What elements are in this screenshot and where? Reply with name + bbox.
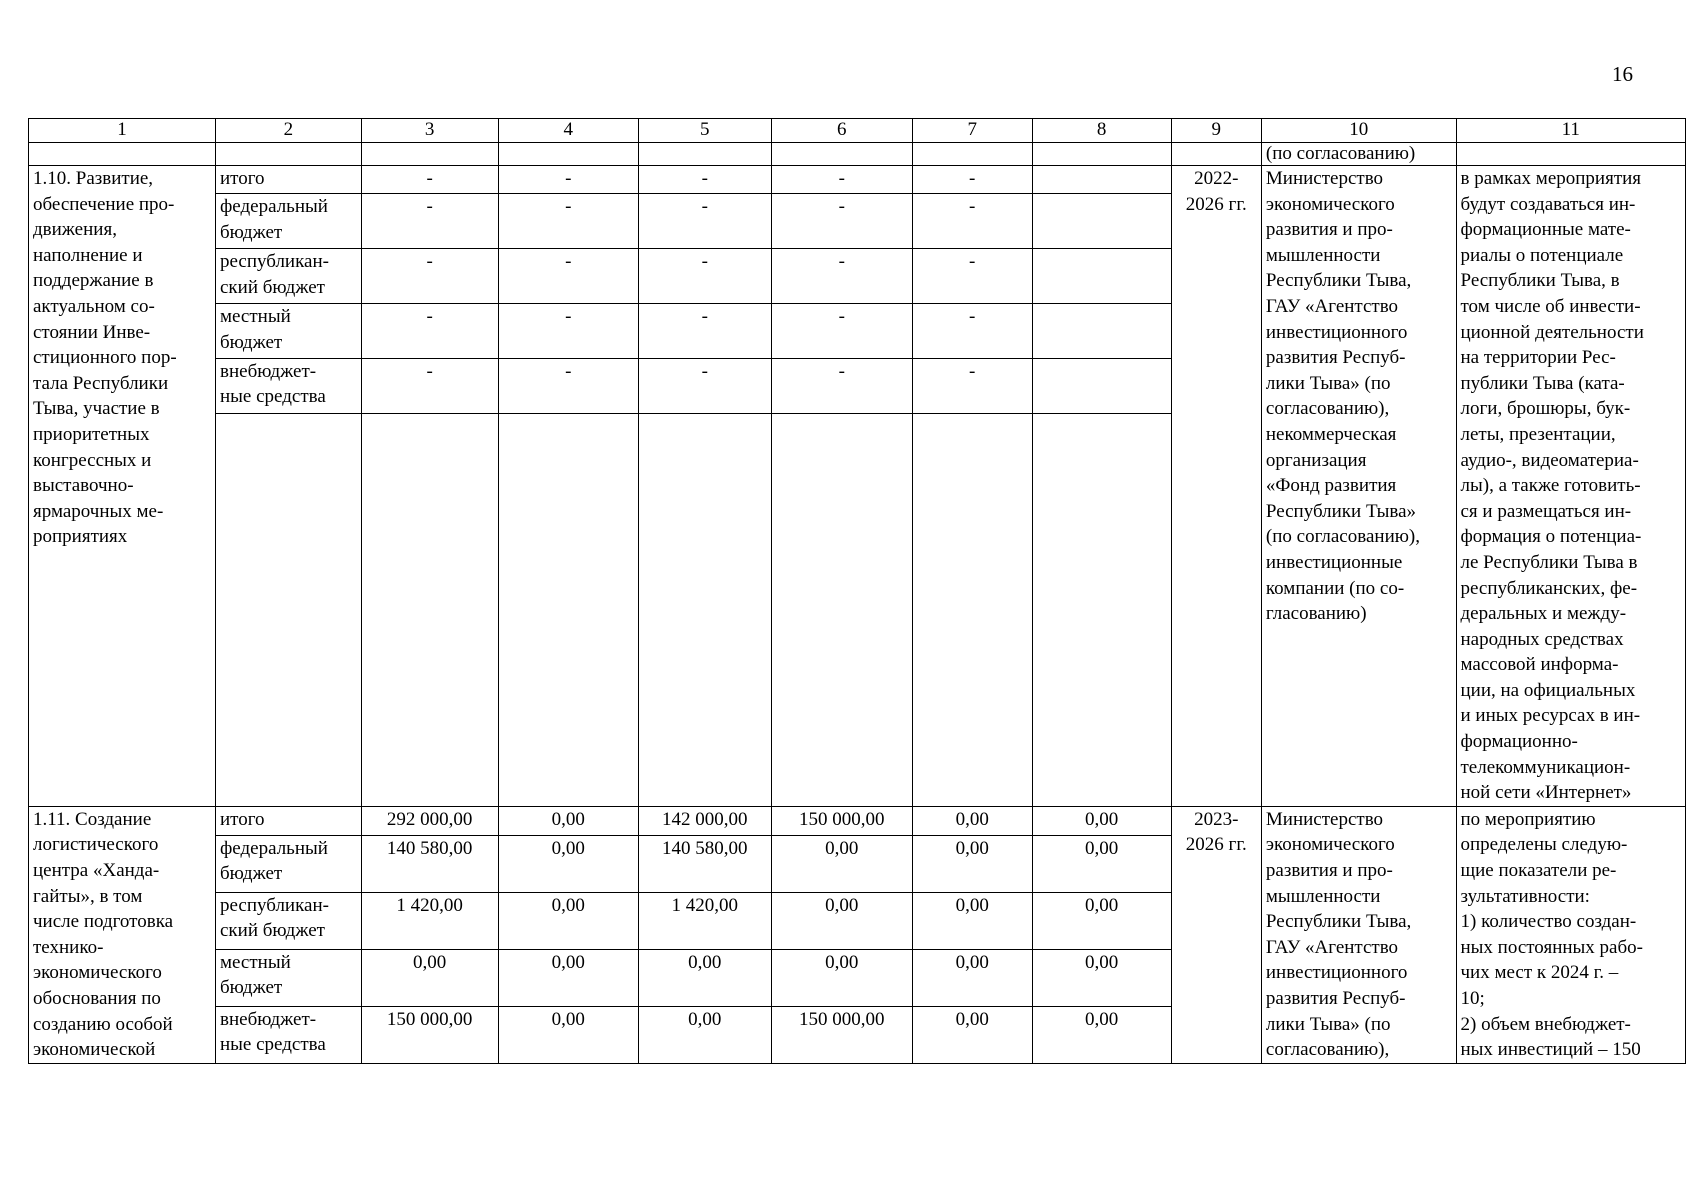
column-number-row (29, 119, 1686, 143)
program-activities-table (28, 118, 1686, 1064)
continuation-row (29, 143, 1686, 166)
funding-value (1032, 166, 1171, 194)
column-number: 3 (361, 119, 498, 143)
funding-value: 0,00 (498, 806, 638, 835)
funding-value: 0,00 (1032, 892, 1171, 949)
funding-value: 1 420,00 (638, 892, 771, 949)
column-number: 7 (912, 119, 1032, 143)
funding-value: - (771, 303, 912, 358)
funding-value: - (771, 248, 912, 303)
funding-value: - (638, 166, 771, 194)
funding-value: 0,00 (361, 949, 498, 1006)
funding-value: 0,00 (1032, 949, 1171, 1006)
funding-value: 0,00 (912, 949, 1032, 1006)
funding-value: - (638, 248, 771, 303)
funding-value: 0,00 (912, 835, 1032, 892)
funding-source-label: республикан- ский бюджет (216, 248, 362, 303)
funding-value: - (912, 358, 1032, 413)
activity-name: 1.11. Создание логистического центра «Ханда- гайты», в том числе подготовка технико- экономического обоснования по созданию особой экономической (29, 806, 216, 1063)
funding-value: 0,00 (1032, 835, 1171, 892)
responsible-executor: Министерство экономического развития и про- мышленности Республики Тыва, ГАУ «Агентство инвестиционного развития Респуб- лики Тыва» (по согласованию), некоммерческая организация «Фонд развития Республики Тыва» (по согласованию), инвестиционные компании (по со- гласованию) (1261, 166, 1456, 807)
funding-value: - (498, 194, 638, 249)
executor-continuation: (по согласованию) (1261, 143, 1456, 166)
implementation-period: 2022- 2026 гг. (1171, 166, 1261, 807)
funding-row (29, 806, 1686, 835)
funding-value: - (638, 358, 771, 413)
funding-source-label: итого (216, 166, 362, 194)
funding-value (1032, 194, 1171, 249)
funding-source-label: внебюджет- ные средства (216, 358, 362, 413)
funding-value (1032, 358, 1171, 413)
funding-value: - (771, 358, 912, 413)
funding-value: 0,00 (771, 892, 912, 949)
funding-value: - (638, 303, 771, 358)
funding-value: 140 580,00 (638, 835, 771, 892)
funding-value: - (638, 194, 771, 249)
funding-value: 0,00 (912, 892, 1032, 949)
funding-value: 140 580,00 (361, 835, 498, 892)
funding-value: - (498, 166, 638, 194)
funding-value: 0,00 (638, 949, 771, 1006)
funding-value (1032, 303, 1171, 358)
funding-value: 0,00 (498, 892, 638, 949)
funding-value: - (498, 303, 638, 358)
funding-value: - (912, 248, 1032, 303)
funding-value: 1 420,00 (361, 892, 498, 949)
funding-value: - (771, 194, 912, 249)
funding-value: 0,00 (498, 949, 638, 1006)
column-number: 5 (638, 119, 771, 143)
column-number: 9 (1171, 119, 1261, 143)
expected-result: по мероприятию определены следую- щие показатели ре- зультативности: 1) количество создан- ных постоянных рабо- чих мест к 2024 г. – 10; 2) объем внебюджет- ных инвестиций – 150 (1456, 806, 1686, 1063)
funding-value: - (498, 358, 638, 413)
table-body (29, 119, 1686, 1064)
funding-value: - (361, 248, 498, 303)
funding-value: 150 000,00 (361, 1006, 498, 1063)
funding-source-label: местный бюджет (216, 949, 362, 1006)
funding-value: 0,00 (771, 835, 912, 892)
column-number: 10 (1261, 119, 1456, 143)
funding-source-label: внебюджет- ные средства (216, 1006, 362, 1063)
implementation-period: 2023- 2026 гг. (1171, 806, 1261, 1063)
funding-source-label: федеральный бюджет (216, 194, 362, 249)
funding-value: - (912, 303, 1032, 358)
responsible-executor: Министерство экономического развития и про- мышленности Республики Тыва, ГАУ «Агентство инвестиционного развития Респуб- лики Тыва» (по согласованию), (1261, 806, 1456, 1063)
page-number: 16 (1612, 62, 1633, 86)
funding-value: - (361, 194, 498, 249)
funding-value: 0,00 (498, 835, 638, 892)
funding-value: 150 000,00 (771, 1006, 912, 1063)
funding-value: 0,00 (1032, 806, 1171, 835)
funding-value: - (361, 303, 498, 358)
column-number: 2 (216, 119, 362, 143)
funding-source-label: итого (216, 806, 362, 835)
funding-source-label: местный бюджет (216, 303, 362, 358)
funding-value: 292 000,00 (361, 806, 498, 835)
funding-value: 0,00 (912, 1006, 1032, 1063)
funding-value: 0,00 (638, 1006, 771, 1063)
funding-value: 0,00 (1032, 1006, 1171, 1063)
funding-source-label: федеральный бюджет (216, 835, 362, 892)
column-number: 1 (29, 119, 216, 143)
funding-value: 0,00 (771, 949, 912, 1006)
funding-source-label: республикан- ский бюджет (216, 892, 362, 949)
column-number: 4 (498, 119, 638, 143)
funding-value: - (498, 248, 638, 303)
funding-value: 150 000,00 (771, 806, 912, 835)
funding-value: 0,00 (498, 1006, 638, 1063)
expected-result: в рамках мероприятия будут создаваться ин- формационные мате- риалы о потенциале Республики Тыва, в том числе об инвести- ционной деятельности на территории Рес- публики Тыва (ката- логи, брошюры, бук- леты, презентации, аудио-, видеоматериа- лы), а также готовить- ся и размещаться ин- формация о потенциа- ле Республики Тыва в республиканских, фе- деральных и между- народных средствах массовой информа- ции, на официальных и иных ресурсах в ин- формационно- телекоммуникацион- ной сети «Интернет» (1456, 166, 1686, 807)
funding-value: - (771, 166, 912, 194)
funding-value: - (361, 166, 498, 194)
funding-row (29, 166, 1686, 194)
funding-value: - (361, 358, 498, 413)
funding-value (1032, 248, 1171, 303)
activity-name: 1.10. Развитие, обеспечение про- движения, наполнение и поддержание в актуальном со- стоянии Инве- стиционного пор- тала Республики Тыва, участие в приоритетных конгрессных и выставочно- ярмарочных ме- роприятиях (29, 166, 216, 807)
funding-value: 0,00 (912, 806, 1032, 835)
funding-value: - (912, 166, 1032, 194)
column-number: 6 (771, 119, 912, 143)
column-number: 11 (1456, 119, 1686, 143)
funding-value: 142 000,00 (638, 806, 771, 835)
funding-value: - (912, 194, 1032, 249)
column-number: 8 (1032, 119, 1171, 143)
